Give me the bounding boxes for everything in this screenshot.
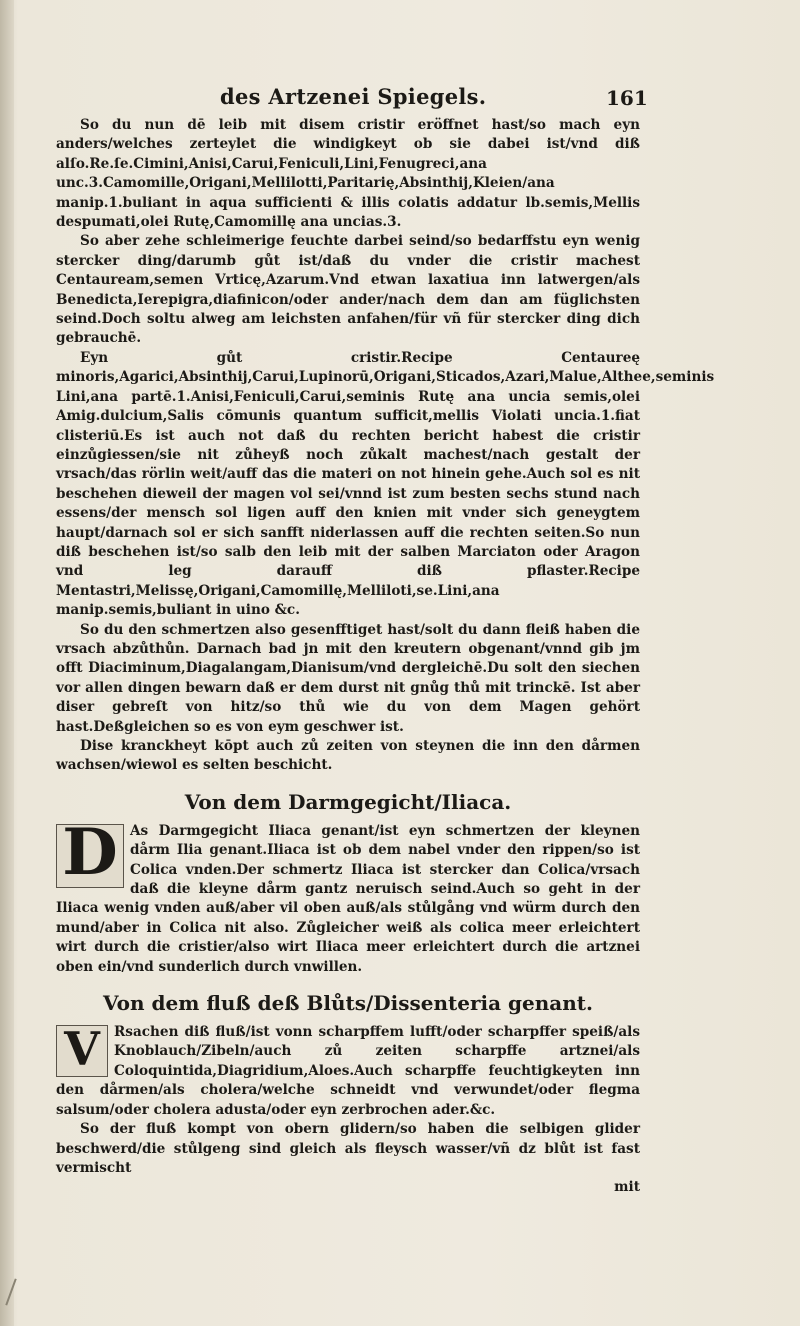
folio-number: 161 (606, 86, 648, 110)
text-block (56, 116, 715, 1197)
paragraph-cristir-1: So du nun dē leib mit disem cristir eröffnet hast/so mach eyn anders/welches zerteylet die windigkeyt ob sie dabei ist/vnd diß alſo.Re.ſe.Cimini,Anisi,Carui,Feniculi,Lini,Fenugreci,ana unc.3.Camomille,Origani,Mellilotti,Paritarię,Absinthij,Kleien/ana manip.1.buliant in aqua sufficienti & illis colatis addatur lb.semis,Mellis despumati,olei Rutę,Camomillę ana uncias.3. (56, 117, 640, 231)
book-gutter (0, 0, 14, 1326)
paragraph-schmertzen: So du den schmertzen also gesenfftiget hast/solt du dann fleiß haben die vrsach abzůthůn. Darnach bad jn mit den kreutern obgenant/vnnd gib jm offt Diaciminum,Diagalangam,Dianisum/vnd dergleichē.Du solt den siechen vor allen dingen bewarn daß er dem durst nit gnůg thů mit trinckē. Ist aber diser gebreſt von hitz/so thů wie du von dem Magen gehört hast.Deßgleichen so es von eym geschwer ist. (56, 621, 640, 735)
catchword: mit (614, 1179, 640, 1196)
section-heading-iliaca: Von dem Darmgegicht/Iliaca. (184, 789, 512, 814)
section-heading-dissenteria: Von dem fluß deß Blůts/Dissenteria genant. (102, 991, 593, 1016)
paragraph-recipe: Eyn gůt cristir.Recipe Centaureę minoris,Agarici,Absinthij,Carui,Lupinorū,Origani,Sticados,Azari,Malue,Althee,seminis Lini,ana partē.1.Anisi,Feniculi,Carui,seminis Rutę ana uncia semis,olei Amig.dulcium,Salis cōmunis quantum sufficit,mellis Violati uncia.1.fiat clisteriū.Es ist auch not daß du rechten bericht habest die cristir einzůgiessen/sie nit zůheyß noch zůkalt machest/nach gestalt der vrsach/das rörlin weit/auff das die materi on not hinein gehe.Auch sol es nit beschehen dieweil der magen vol sei/vnnd ist zum besten sechs stund nach essens/der mensch sol ligen auff den knien mit vnder sich geneygtem haupt/darnach sol er sich sanfft niderlassen auff die rechten seiten.So nun diß beschehen ist/so salb den leib mit der salben Marciaton oder Aragon vnd leg darauff diß pflaster.Recipe Mentastri,Melissę,Origani,Camomillę,Melliloti,se.Lini,ana manip.semis,buliant in uino &c. (56, 349, 715, 619)
paragraph-cristir-2: So aber zehe schleimerige feuchte darbei seind/so bedarffstu eyn wenig stercker ding/darumb gůt ist/daß du vnder die cristir machest Centauream,semen Vrticę,Azarum.Vnd etwan laxatiua inn latwergen/als Benedicta,Ierepigra,diafinicon/oder ander/nach dem dan am füglichsten seind.Doch soltu alweg am leichsten anfahen/für vñ für stercker ding dich gebrauchē. (56, 233, 640, 347)
paragraph-dissenteria: Rsachen diß fluß/ist vonn scharpffem lufft/oder scharpffer speiß/als Knoblauch/Zibeln/auch zů zeiten scharpffe artznei/als Coloquintida,Diagridium,Aloes.Auch scharpffe feuchtigkeyten inn den dårmen/als cholera/welche schneidt vnd verwundet/oder flegma salsum/oder cholera adusta/oder eyn zerbrochen ader.&c. (56, 1024, 640, 1118)
paragraph-steynen: Dise kranckheyt kōpt auch zů zeiten von steynen die inn den dårmen wachsen/wiewol es selten beschicht. (56, 738, 640, 774)
decorated-initial: V (56, 1025, 108, 1077)
running-head: des Artzenei Spiegels. (220, 84, 487, 109)
paragraph-iliaca: As Darmgegicht Iliaca genant/ist eyn schmertzen der kleynen dårm Ilia genant.Iliaca ist ob dem nabel vnder den rippen/so ist Colica vnden.Der schmertz Iliaca ist stercker dan Colica/vrsach daß die kleyne dårm gantz neruisch seind.Auch so geht in der Iliaca wenig vnden auß/aber vil oben auß/als stůlgång vnd würm durch den mund/aber in Colica nit also. Zůgleicher weiß als colica meer erleichtert wirt durch die cristier/also wirt Iliaca meer erleichtert durch die artznei oben ein/vnd sunderlich durch vnwillen. (56, 822, 640, 975)
paragraph-obern-glidern: So der fluß kompt von obern glidern/so haben die selbigen glider beschwerd/die stůlgeng sind gleich als fleysch wasser/vñ dz blůt ist fast vermischt (56, 1121, 640, 1176)
section-dissenteria (56, 1023, 640, 1120)
section-iliaca (56, 814, 640, 977)
decorated-initial: D (56, 824, 124, 888)
